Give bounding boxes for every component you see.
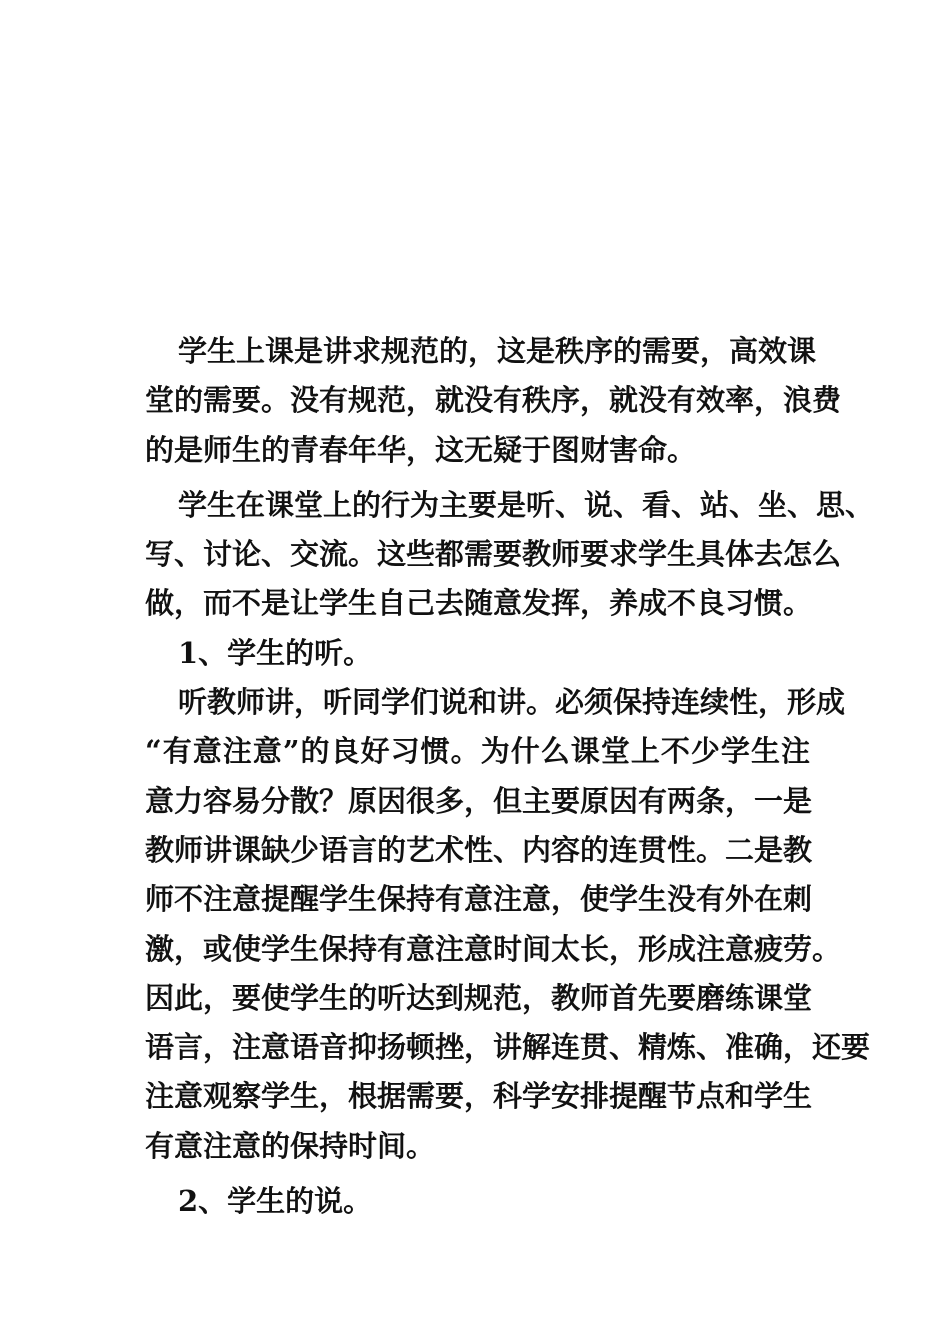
text-line: 听教师讲，听同学们说和讲。必须保持连续性，形成 xyxy=(178,685,846,720)
paragraph-student-behaviors xyxy=(145,481,875,629)
text-line: 有意注意的保持时间。 xyxy=(145,1128,436,1163)
text-line: 做，而不是让学生自己去随意发挥，养成不良习惯。 xyxy=(145,586,813,621)
section-heading: 1、学生的听。 xyxy=(178,635,373,670)
text-line: 堂的需要。没有规范，就没有秩序，就没有效率，浪费 xyxy=(145,383,842,418)
text-line: 语言，注意语音抑扬顿挫，讲解连贯、精炼、准确，还要 xyxy=(145,1030,871,1065)
text-line: 意力容易分散？原因很多，但主要原因有两条，一是 xyxy=(145,783,813,818)
text-line: 教师讲课缺少语言的艺术性、内容的连贯性。二是教 xyxy=(145,832,813,867)
document-body xyxy=(145,327,875,1226)
text-line: 学生上课是讲求规范的，这是秩序的需要，高效课 xyxy=(178,334,817,368)
section-heading: 2、学生的说。 xyxy=(178,1184,373,1219)
paragraph-classroom-norms xyxy=(145,327,842,475)
text-line: 师不注意提醒学生保持有意注意，使学生没有外在刺 xyxy=(145,882,813,917)
text-line: 学生在课堂上的行为主要是听、说、看、站、坐、思、 xyxy=(178,487,875,522)
text-line: 的是师生的青春年华，这无疑于图财害命。 xyxy=(145,432,697,467)
text-line: 激，或使学生保持有意注意时间太长，形成注意疲劳。 xyxy=(145,931,842,966)
text-line: 写、讨论、交流。这些都需要教师要求学生具体去怎么 xyxy=(145,537,842,572)
paragraph-listening xyxy=(145,678,871,1171)
section-heading-speaking xyxy=(145,1177,810,1226)
text-line: 因此，要使学生的听达到规范，教师首先要磨练课堂 xyxy=(145,980,813,1015)
text-line: 注意观察学生，根据需要，科学安排提醒节点和学生 xyxy=(145,1079,813,1114)
section-heading-listening xyxy=(145,629,810,678)
text-line: “有意注意”的良好习惯。为什么课堂上不少学生注 xyxy=(145,734,810,769)
